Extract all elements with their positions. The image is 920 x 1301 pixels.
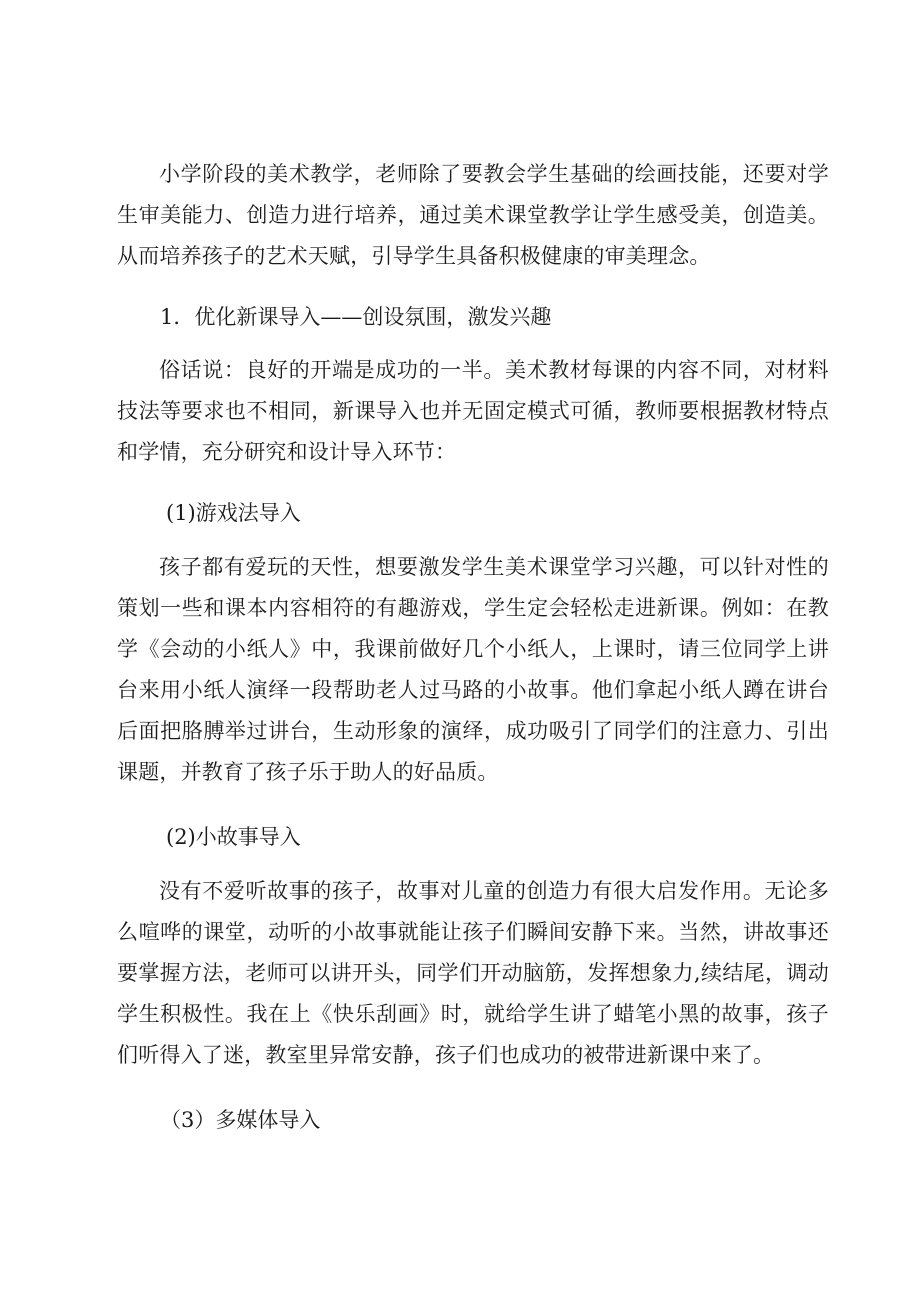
section-1-paragraph: 俗话说：良好的开端是成功的一半。美术教材每课的内容不同，对材料技法等要求也不相同，新课导入也并无固定模式可循，教师要根据教材特点和学情，充分研究和设计导入环节： xyxy=(117,358,829,464)
subheading-multimedia-intro: （3）多媒体导入 xyxy=(160,1108,321,1132)
section-heading-1: 1．优化新课导入——创设氛围，激发兴趣 xyxy=(160,305,552,329)
intro-paragraph: 小学阶段的美术教学，老师除了要教会学生基础的绘画技能，还要对学生审美能力、创造力进行培养，通过美术课堂教学让学生感受美，创造美。从而培养孩子的艺术天赋，引导学生具备积极健康的审美理念。 xyxy=(117,162,829,268)
subheading-story-intro: (2)小故事导入 xyxy=(166,825,301,849)
subheading-game-intro: (1)游戏法导入 xyxy=(166,501,301,525)
game-intro-paragraph: 孩子都有爱玩的天性，想要激发学生美术课堂学习兴趣，可以针对性的策划一些和课本内容相符的有趣游戏，学生定会轻松走进新课。例如：在教学《会动的小纸人》中，我课前做好几个小纸人，上课时，请三位同学上讲台来用小纸人演绎一段帮助老人过马路的小故事。他们拿起小纸人蹲在讲台后面把胳膊举过讲台，生动形象的演绎，成功吸引了同学们的注意力、引出课题，并教育了孩子乐于助人的好品质。 xyxy=(117,555,829,784)
story-intro-paragraph: 没有不爱听故事的孩子，故事对儿童的创造力有很大启发作用。无论多么喧哗的课堂，动听的小故事就能让孩子们瞬间安静下来。当然，讲故事还要掌握方法，老师可以讲开头，同学们开动脑筋，发挥想象力,续结尾，调动学生积极性。我在上《快乐刮画》时，就给学生讲了蜡笔小黑的故事，孩子们听得入了迷，教室里异常安静，孩子们也成功的被带进新课中来了。 xyxy=(117,879,829,1067)
